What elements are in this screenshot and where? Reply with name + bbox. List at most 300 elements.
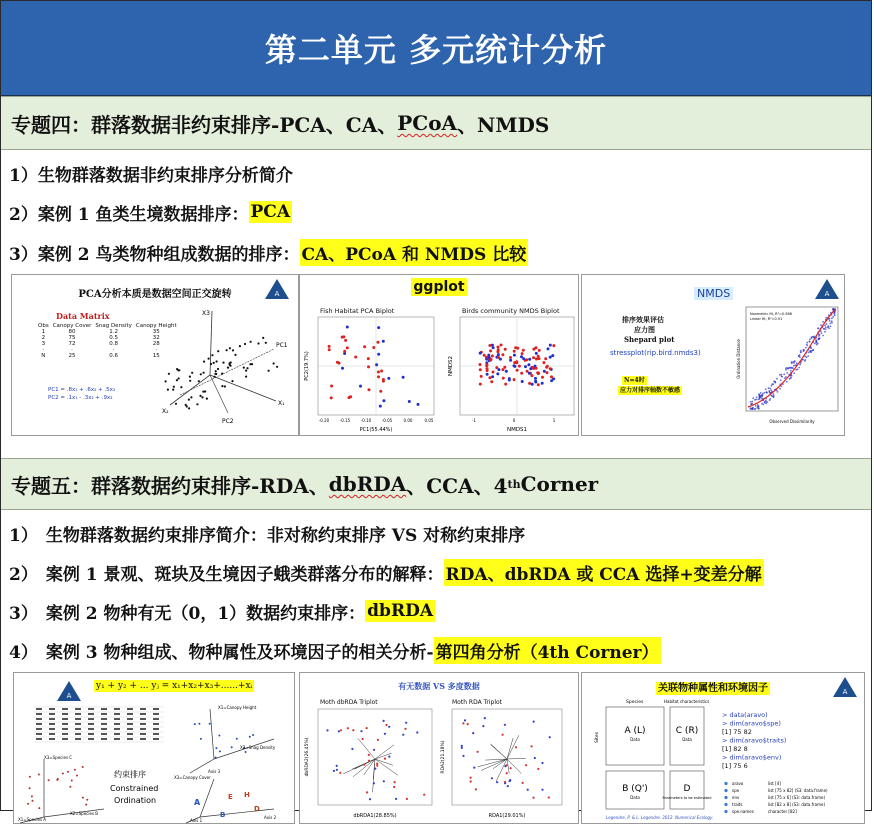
- shepard-point: [813, 336, 815, 338]
- constrained-label-cn: 约束排序: [114, 770, 146, 779]
- shepard-plot: [732, 303, 842, 431]
- constrained-label-en2: Ordination: [114, 796, 157, 805]
- dbrda-left-point: [406, 798, 408, 800]
- scatter-point: [221, 373, 223, 375]
- topic-4-items: [1, 150, 871, 272]
- matrix-cell: 1: [41, 329, 46, 335]
- dbrda-left-point: [402, 734, 404, 736]
- nmds-biplot-point: [492, 371, 495, 374]
- data-matrix-title: Data Matrix: [56, 311, 110, 321]
- shepard-point: [833, 313, 835, 315]
- tiny-table-cell: [101, 718, 107, 720]
- dbrda-right-point: [527, 789, 529, 791]
- shepard-point: [807, 355, 809, 357]
- topic-4-item-2-highlight: PCA: [250, 202, 291, 222]
- pca-biplot-point: [341, 367, 344, 370]
- tiny-table-cell: [153, 713, 159, 715]
- tiny-table-cell: [62, 708, 68, 710]
- nmds-biplot-point: [518, 365, 521, 368]
- dbrda-right-point: [510, 767, 512, 769]
- shepard-point: [806, 342, 808, 344]
- corner-a-label: A (L): [624, 726, 646, 736]
- dbrda-left-point: [416, 731, 418, 733]
- dbrda-left-point: [360, 730, 362, 732]
- scatter-point: [165, 380, 167, 382]
- tiny-table-cell: [49, 713, 55, 715]
- shepard-point: [781, 385, 783, 387]
- pca-biplot-point: [382, 399, 385, 402]
- topic-4-item-1: [9, 154, 871, 192]
- env-list-name: aravo: [732, 781, 744, 786]
- shepard-point: [798, 367, 800, 369]
- pca-biplot-point: [380, 370, 383, 373]
- tiny-table-cell: [36, 728, 42, 730]
- constrained-diagram: [14, 699, 294, 823]
- shepard-point: [824, 331, 826, 333]
- shepard-point: [832, 309, 834, 311]
- scatter-point: [196, 403, 198, 405]
- topic-4-item-2-text: 2）案例 1 鱼类生境数据排序：: [9, 204, 249, 225]
- site-point: [215, 757, 217, 759]
- topic-5-sup: th: [507, 477, 521, 491]
- topic-4-item-3-text: 3）案例 2 鸟类物种组成数据的排序：: [9, 244, 300, 265]
- topic-5-title-mid: 、CCA、4: [406, 473, 508, 498]
- scatter-point: [249, 363, 251, 365]
- svg-text:A: A: [194, 798, 201, 807]
- matrix-header: Canopy Cover: [52, 323, 92, 329]
- svg-text:E: E: [228, 793, 233, 801]
- nmds-biplot-point: [504, 383, 507, 386]
- scatter-point: [246, 367, 248, 369]
- dbrda-figure: [299, 672, 579, 824]
- dbrda-right-point: [548, 796, 550, 798]
- dbrda-left-xlabel: dbRDA1(28.85%): [353, 813, 397, 819]
- scatter-point: [172, 389, 174, 391]
- tiny-table-cell: [140, 733, 146, 735]
- env-list-type: list [75 x 82] (S3: data.frame): [768, 788, 828, 793]
- tiny-table-cell: [127, 728, 133, 730]
- nmds-biplot-point: [524, 365, 527, 368]
- topic-5-item-2: [9, 552, 871, 592]
- constrained-formula: y₁ + y₂ + ... yⱼ = x₁+x₂+x₃+......+xᵢ: [96, 681, 253, 691]
- tiny-table-cell: [127, 708, 133, 710]
- topic-4-title: 专题四：群落数据非约束排序-: [11, 112, 280, 137]
- nmds-biplot-xtick: 1: [552, 418, 556, 423]
- pca-formula-1: PC1 = .8x₁ + .6x₂ + .5x₃: [48, 387, 116, 393]
- tiny-table-cell: [127, 733, 133, 735]
- scatter-point: [186, 405, 188, 407]
- dbrda-left-point: [376, 765, 378, 767]
- nmds-biplot-point: [547, 347, 550, 350]
- tiny-table-cell: [153, 718, 159, 720]
- list-bullet-icon: [724, 789, 727, 792]
- corner-b-label: B (Q'): [622, 784, 648, 794]
- svg-text:A: A: [842, 688, 848, 696]
- pca-biplot-point: [346, 326, 349, 329]
- dbrda-left-point: [384, 733, 386, 735]
- dbrda-right-point: [462, 722, 464, 724]
- shepard-point: [791, 362, 793, 364]
- species-point: [38, 807, 40, 809]
- dbrda-right-ylabel: RDA2(21.18%): [441, 740, 446, 774]
- pca-biplot-point: [367, 365, 370, 368]
- tiny-table-cell: [153, 708, 159, 710]
- shepard-point: [803, 349, 805, 351]
- dbrda-right-point: [482, 725, 484, 727]
- dbrda-right-point: [502, 734, 504, 736]
- nmds-biplot-xtick: 0: [512, 418, 516, 423]
- nmds-biplot-point: [502, 377, 505, 380]
- tiny-table-cell: [36, 718, 42, 720]
- scatter-point: [176, 379, 178, 381]
- nmds-biplot-point: [516, 369, 519, 372]
- tiny-table-cell: [153, 733, 159, 735]
- species-point: [29, 776, 31, 778]
- nmds-biplot-point: [521, 380, 524, 383]
- tiny-table-cell: [49, 728, 55, 730]
- nmds-biplot-point: [535, 358, 538, 361]
- scatter-point: [216, 360, 218, 362]
- pca-biplot-point: [377, 341, 380, 344]
- tiny-table-cell: [140, 718, 146, 720]
- nmds-biplot-point: [513, 378, 516, 381]
- tiny-table-cell: [62, 723, 68, 725]
- matrix-cell: 75: [68, 335, 76, 341]
- tiny-table-cell: [101, 733, 107, 735]
- code-line: > dim(aravo$traits): [722, 736, 787, 745]
- nmds-biplot-point: [531, 383, 534, 386]
- axis-pc1-label: PC1: [276, 342, 288, 349]
- shepard-point: [769, 392, 771, 394]
- dbrda-right-point: [522, 782, 524, 784]
- dbrda-title: 有无数据 VS 多度数据: [398, 681, 480, 691]
- shepard-point: [765, 388, 767, 390]
- scatter-point: [191, 372, 193, 374]
- pca-biplot-xtick: -0.05: [381, 418, 393, 423]
- dbrda-left-point: [383, 720, 385, 722]
- dbrda-left-point: [347, 727, 349, 729]
- site-point: [218, 735, 220, 737]
- dbrda-right-point: [525, 764, 527, 766]
- species-point: [56, 779, 58, 781]
- corner-sites-label: Sites: [595, 732, 600, 743]
- shepard-point: [797, 369, 799, 371]
- tiny-table-cell: [75, 723, 81, 725]
- tiny-table-cell: [127, 738, 133, 740]
- scatter-point: [189, 380, 191, 382]
- matrix-cell: 0.5: [109, 335, 118, 341]
- shepard-point: [800, 352, 802, 354]
- env-list-name: env: [732, 795, 740, 800]
- axis3-label: Axis 3: [208, 769, 221, 774]
- shepard-xlabel: Observed Dissimilarity: [769, 419, 815, 424]
- shepard-point: [826, 323, 828, 325]
- shepard-point: [771, 383, 773, 385]
- shepard-point: [781, 375, 783, 377]
- pca-biplot-point: [342, 335, 345, 338]
- shepard-point: [831, 320, 833, 322]
- nmds-biplot-point: [508, 379, 511, 382]
- dbrda-right-point: [515, 746, 517, 748]
- dbrda-left-point: [338, 730, 340, 732]
- dbrda-left-point: [404, 728, 406, 730]
- pca-biplot-point: [354, 356, 357, 359]
- matrix-cell: ·: [155, 347, 158, 353]
- species-point: [74, 769, 76, 771]
- shepard-point: [819, 337, 821, 339]
- topic-5-item-1-num: 1）: [9, 525, 38, 546]
- scatter-point: [202, 391, 204, 393]
- matrix-cell: 28: [152, 341, 160, 347]
- tiny-table-cell: [88, 733, 94, 735]
- pca-biplot-point: [379, 390, 382, 393]
- nmds-biplot-xlabel: NMDS1: [506, 427, 528, 433]
- matrix-cell: 80: [68, 329, 76, 335]
- nmds-biplot-point: [486, 369, 489, 372]
- pca-biplot-point: [375, 363, 378, 366]
- dbrda-left-point: [388, 756, 390, 758]
- scatter-point: [213, 362, 215, 364]
- species-point: [82, 766, 84, 768]
- dbrda-left-point: [339, 772, 341, 774]
- nmds-biplot-point: [513, 350, 516, 353]
- tiny-table-cell: [88, 718, 94, 720]
- shepard-point: [790, 370, 792, 372]
- shepard-point: [825, 326, 827, 328]
- shepard-point: [783, 373, 785, 375]
- tiny-table-cell: [114, 738, 120, 740]
- scatter-point: [232, 349, 234, 351]
- nmds-biplot-point: [500, 344, 503, 347]
- scatter-point: [224, 385, 226, 387]
- matrix-cell: 1.2: [109, 329, 118, 335]
- shepard-point: [755, 405, 757, 407]
- dbrda-left-point: [393, 786, 395, 788]
- nmds-biplot-point: [535, 352, 538, 355]
- shepard-point: [761, 394, 763, 396]
- tiny-table-cell: [62, 713, 68, 715]
- dbrda-left-point: [363, 764, 365, 766]
- pca-biplot-point: [336, 361, 339, 364]
- nmds-title: NMDS: [694, 287, 733, 300]
- matrix-cell: 72: [68, 341, 76, 347]
- shepard-point: [818, 339, 820, 341]
- nmds-biplot-point: [527, 363, 530, 366]
- list-bullet-icon: [724, 782, 727, 785]
- svg-text:A: A: [274, 290, 280, 298]
- pca-biplot-point: [328, 348, 331, 351]
- shepard-point: [764, 392, 766, 394]
- tiny-table-cell: [101, 708, 107, 710]
- topic-4-figures: [1, 272, 871, 458]
- pca-biplot-point: [382, 340, 385, 343]
- nmds-biplot-point: [485, 363, 488, 366]
- nmds-biplot-point: [505, 370, 508, 373]
- topic-5-title: 专题五：群落数据约束排序-RDA、: [11, 473, 329, 498]
- species-point: [29, 787, 31, 789]
- matrix-cell: ·: [42, 347, 45, 353]
- tiny-table-cell: [49, 718, 55, 720]
- shepard-point: [809, 351, 811, 353]
- nmds-biplot-point: [552, 344, 555, 347]
- pca-biplot-point: [344, 339, 347, 342]
- dbrda-left-point: [423, 794, 425, 796]
- scatter-point: [176, 368, 178, 370]
- species-b-label: X2=Species B: [70, 811, 99, 816]
- site-point: [215, 747, 217, 749]
- topic-5-header: [1, 458, 871, 510]
- nmds-biplot-point: [550, 379, 553, 382]
- corner-c-label: C (R): [675, 726, 699, 736]
- shepard-point: [754, 408, 756, 410]
- dbrda-right-point: [541, 762, 543, 764]
- shepard-point: [751, 408, 753, 410]
- dbrda-right-point: [473, 767, 475, 769]
- shepard-point: [792, 361, 794, 363]
- topic-5-item-4: [9, 630, 871, 670]
- pca-biplot-point: [408, 400, 411, 403]
- species-point: [62, 773, 64, 775]
- dbrda-left-point: [384, 758, 386, 760]
- nmds-biplot-point: [487, 356, 490, 359]
- axis1-label: Axis 1: [190, 818, 203, 823]
- shepard-legend-2: Linear fit, R²=0.91: [750, 317, 783, 321]
- pca-biplot-point: [348, 396, 351, 399]
- tiny-table-cell: [36, 713, 42, 715]
- dbrda-right-point: [467, 723, 469, 725]
- nmds-biplot-point: [479, 368, 482, 371]
- nmds-biplot-point: [546, 371, 549, 374]
- shepard-point: [812, 349, 814, 351]
- species-a-label: X1=Species A: [18, 817, 47, 822]
- shepard-point: [811, 337, 813, 339]
- dbrda-right-point: [470, 777, 472, 779]
- shepard-point: [830, 325, 832, 327]
- nmds-biplot-point: [545, 366, 548, 369]
- shepard-point: [821, 332, 823, 334]
- nmds-biplot-point: [550, 375, 553, 378]
- nmds-biplot-point: [514, 346, 517, 349]
- nmds-biplot-point: [534, 380, 537, 383]
- tiny-table-cell: [62, 733, 68, 735]
- shepard-point: [751, 401, 753, 403]
- shepard-point: [790, 377, 792, 379]
- shepard-point: [817, 327, 819, 329]
- unit-title: 第二单元 多元统计分析: [264, 31, 608, 69]
- shepard-point: [762, 404, 764, 406]
- dbrda-left-point: [383, 780, 385, 782]
- species-point: [48, 779, 50, 781]
- scatter-point: [226, 349, 228, 351]
- dbrda-right-point: [531, 745, 533, 747]
- pca-biplot-point: [330, 396, 333, 399]
- tiny-table-cell: [140, 723, 146, 725]
- tiny-table-cell: [140, 708, 146, 710]
- topic-5-title-end: Corner: [520, 472, 599, 496]
- nmds-biplot-point: [503, 366, 506, 369]
- nmds-biplot-point: [529, 367, 532, 370]
- nmds-biplot-point: [491, 355, 494, 358]
- pca-biplot-point: [372, 346, 375, 349]
- scatter-point: [265, 342, 267, 344]
- nmds-biplot-point: [489, 349, 492, 352]
- pca-figure: [11, 274, 299, 436]
- topic-5-item-4-num: 4）: [9, 642, 38, 663]
- shepard-point: [804, 359, 806, 361]
- topic-5-item-3-num: 3）: [9, 603, 38, 624]
- species-point: [71, 780, 73, 782]
- scatter-point: [244, 343, 246, 345]
- scatter-point: [231, 380, 233, 382]
- nmds-biplot-title: Birds community NMDS Biplot: [462, 307, 560, 315]
- scatter-point: [215, 370, 217, 372]
- nmds-biplot-point: [497, 353, 500, 356]
- dbrda-left-point: [368, 754, 370, 756]
- fourth-corner-figure: [581, 672, 865, 824]
- nmds-biplot-point: [537, 355, 540, 358]
- pca-biplot-point: [382, 380, 385, 383]
- shepard-point: [773, 393, 775, 395]
- nmds-code: stressplot(rip.bird.nmds3): [610, 349, 701, 357]
- pca-biplot-xtick: -0.20: [318, 418, 330, 423]
- topic-5-item-2-text: 案例 1 景观、斑块及生境因子蛾类群落分布的解释：: [45, 564, 444, 585]
- nmds-biplot-point: [483, 354, 486, 357]
- pca-biplot-point: [377, 371, 380, 374]
- tiny-table-cell: [75, 718, 81, 720]
- tiny-table-cell: [36, 708, 42, 710]
- tiny-table-cell: [36, 733, 42, 735]
- nmds-biplot-point: [521, 352, 524, 355]
- dbrda-left-point: [376, 763, 378, 765]
- shepard-point: [825, 317, 827, 319]
- dbrda-left-point: [351, 748, 353, 750]
- dbrda-right-point: [532, 797, 534, 799]
- nmds-biplot-point: [534, 377, 537, 380]
- pca-biplot-point: [346, 346, 349, 349]
- shepard-point: [785, 367, 787, 369]
- env-list-name: spe.names: [732, 809, 754, 814]
- shepard-point: [758, 408, 760, 410]
- shepard-point: [831, 322, 833, 324]
- tiny-table-cell: [75, 728, 81, 730]
- scatter-point: [200, 373, 202, 375]
- pca-3d-scatter: [150, 305, 296, 433]
- dbrda-right-point: [507, 785, 509, 787]
- pca-biplot-title: Fish Habitat PCA Biplot: [320, 307, 395, 315]
- topic-5-item-2-highlight: RDA、dbRDA 或 CCA 选择+变差分解: [444, 559, 764, 586]
- tiny-table-cell: [49, 733, 55, 735]
- nmds-biplot-point: [549, 367, 552, 370]
- topic-5-item-3-text: 案例 2 物种有无（0，1）数据约束排序：: [45, 603, 366, 624]
- dbrda-right-point: [504, 724, 506, 726]
- scatter-point: [188, 399, 190, 401]
- shepard-point: [779, 388, 781, 390]
- pca-biplot-point: [377, 353, 380, 356]
- site-point: [236, 738, 238, 740]
- shepard-point: [822, 321, 824, 323]
- nmds-figure: [581, 274, 845, 436]
- shepard-point: [780, 374, 782, 376]
- topic-5-item-1-text: 生物群落数据约束排序简介：非对称约束排序 VS 对称约束排序: [45, 525, 526, 546]
- axis-x3-label: X3: [202, 310, 210, 317]
- site-point: [198, 723, 200, 725]
- corner-species-label: Species: [626, 700, 644, 705]
- scatter-point: [268, 370, 270, 372]
- scatter-point: [210, 363, 212, 365]
- shepard-point: [815, 341, 817, 343]
- pca-biplot-xtick: 0.05: [424, 418, 434, 423]
- tiny-table-cell: [62, 728, 68, 730]
